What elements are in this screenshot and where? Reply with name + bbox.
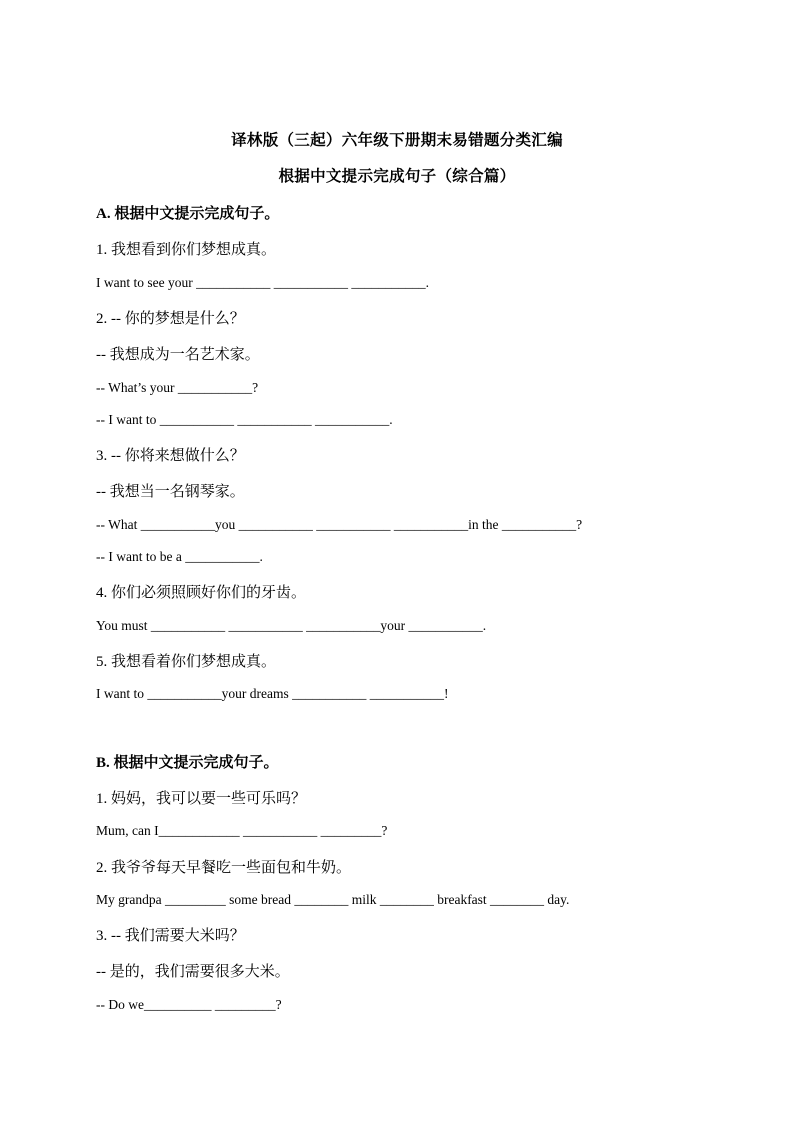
question-a3-english-a: -- I want to be a ___________. [96, 549, 263, 564]
question-b3-chinese-q: 3. -- 我们需要大米吗？ [96, 928, 245, 944]
question-a2-chinese-q: 2. -- 你的梦想是什么？ [96, 311, 245, 327]
question-a3-english-q: -- What ___________you ___________ ___________ ___________in the ___________? [96, 517, 583, 532]
question-b2-chinese: 2. 我爷爷每天早餐吃一些面包和牛奶。 [96, 860, 352, 876]
document-title: 译林版（三起）六年级下册期末易错题分类汇编 [231, 132, 563, 149]
document-subtitle: 根据中文提示完成句子（综合篇） [278, 168, 516, 185]
section-a-heading: A. 根据中文提示完成句子。 [96, 206, 280, 222]
question-b2-english: My grandpa _________ some bread ________ milk ________ breakfast ________ day. [96, 892, 570, 907]
question-a1-english: I want to see your ___________ ___________ ___________. [96, 275, 429, 290]
question-a5-english: I want to ___________your dreams ___________ ___________! [96, 686, 449, 701]
question-a1-chinese: 1. 我想看到你们梦想成真。 [96, 242, 277, 258]
question-b1-english: Mum, can I____________ ___________ _________? [96, 823, 388, 838]
question-a4-chinese: 4. 你们必须照顾好你们的牙齿。 [96, 585, 307, 601]
question-b1-chinese: 1. 妈妈，我可以要一些可乐吗？ [96, 791, 307, 807]
question-a3-chinese-q: 3. -- 你将来想做什么？ [96, 448, 245, 464]
question-a2-chinese-a: -- 我想成为一名艺术家。 [96, 347, 260, 363]
question-a3-chinese-a: -- 我想当一名钢琴家。 [96, 484, 245, 500]
question-a4-english: You must ___________ ___________ ___________your ___________. [96, 618, 487, 633]
question-a5-chinese: 5. 我想看着你们梦想成真。 [96, 654, 277, 670]
question-a2-english-q: -- What’s your ___________? [96, 380, 259, 395]
question-b3-chinese-a: -- 是的，我们需要很多大米。 [96, 964, 290, 980]
section-b-heading: B. 根据中文提示完成句子。 [96, 755, 279, 771]
question-b3-english-q: -- Do we__________ _________? [96, 997, 282, 1012]
question-a2-english-a: -- I want to ___________ ___________ ___________. [96, 412, 393, 427]
